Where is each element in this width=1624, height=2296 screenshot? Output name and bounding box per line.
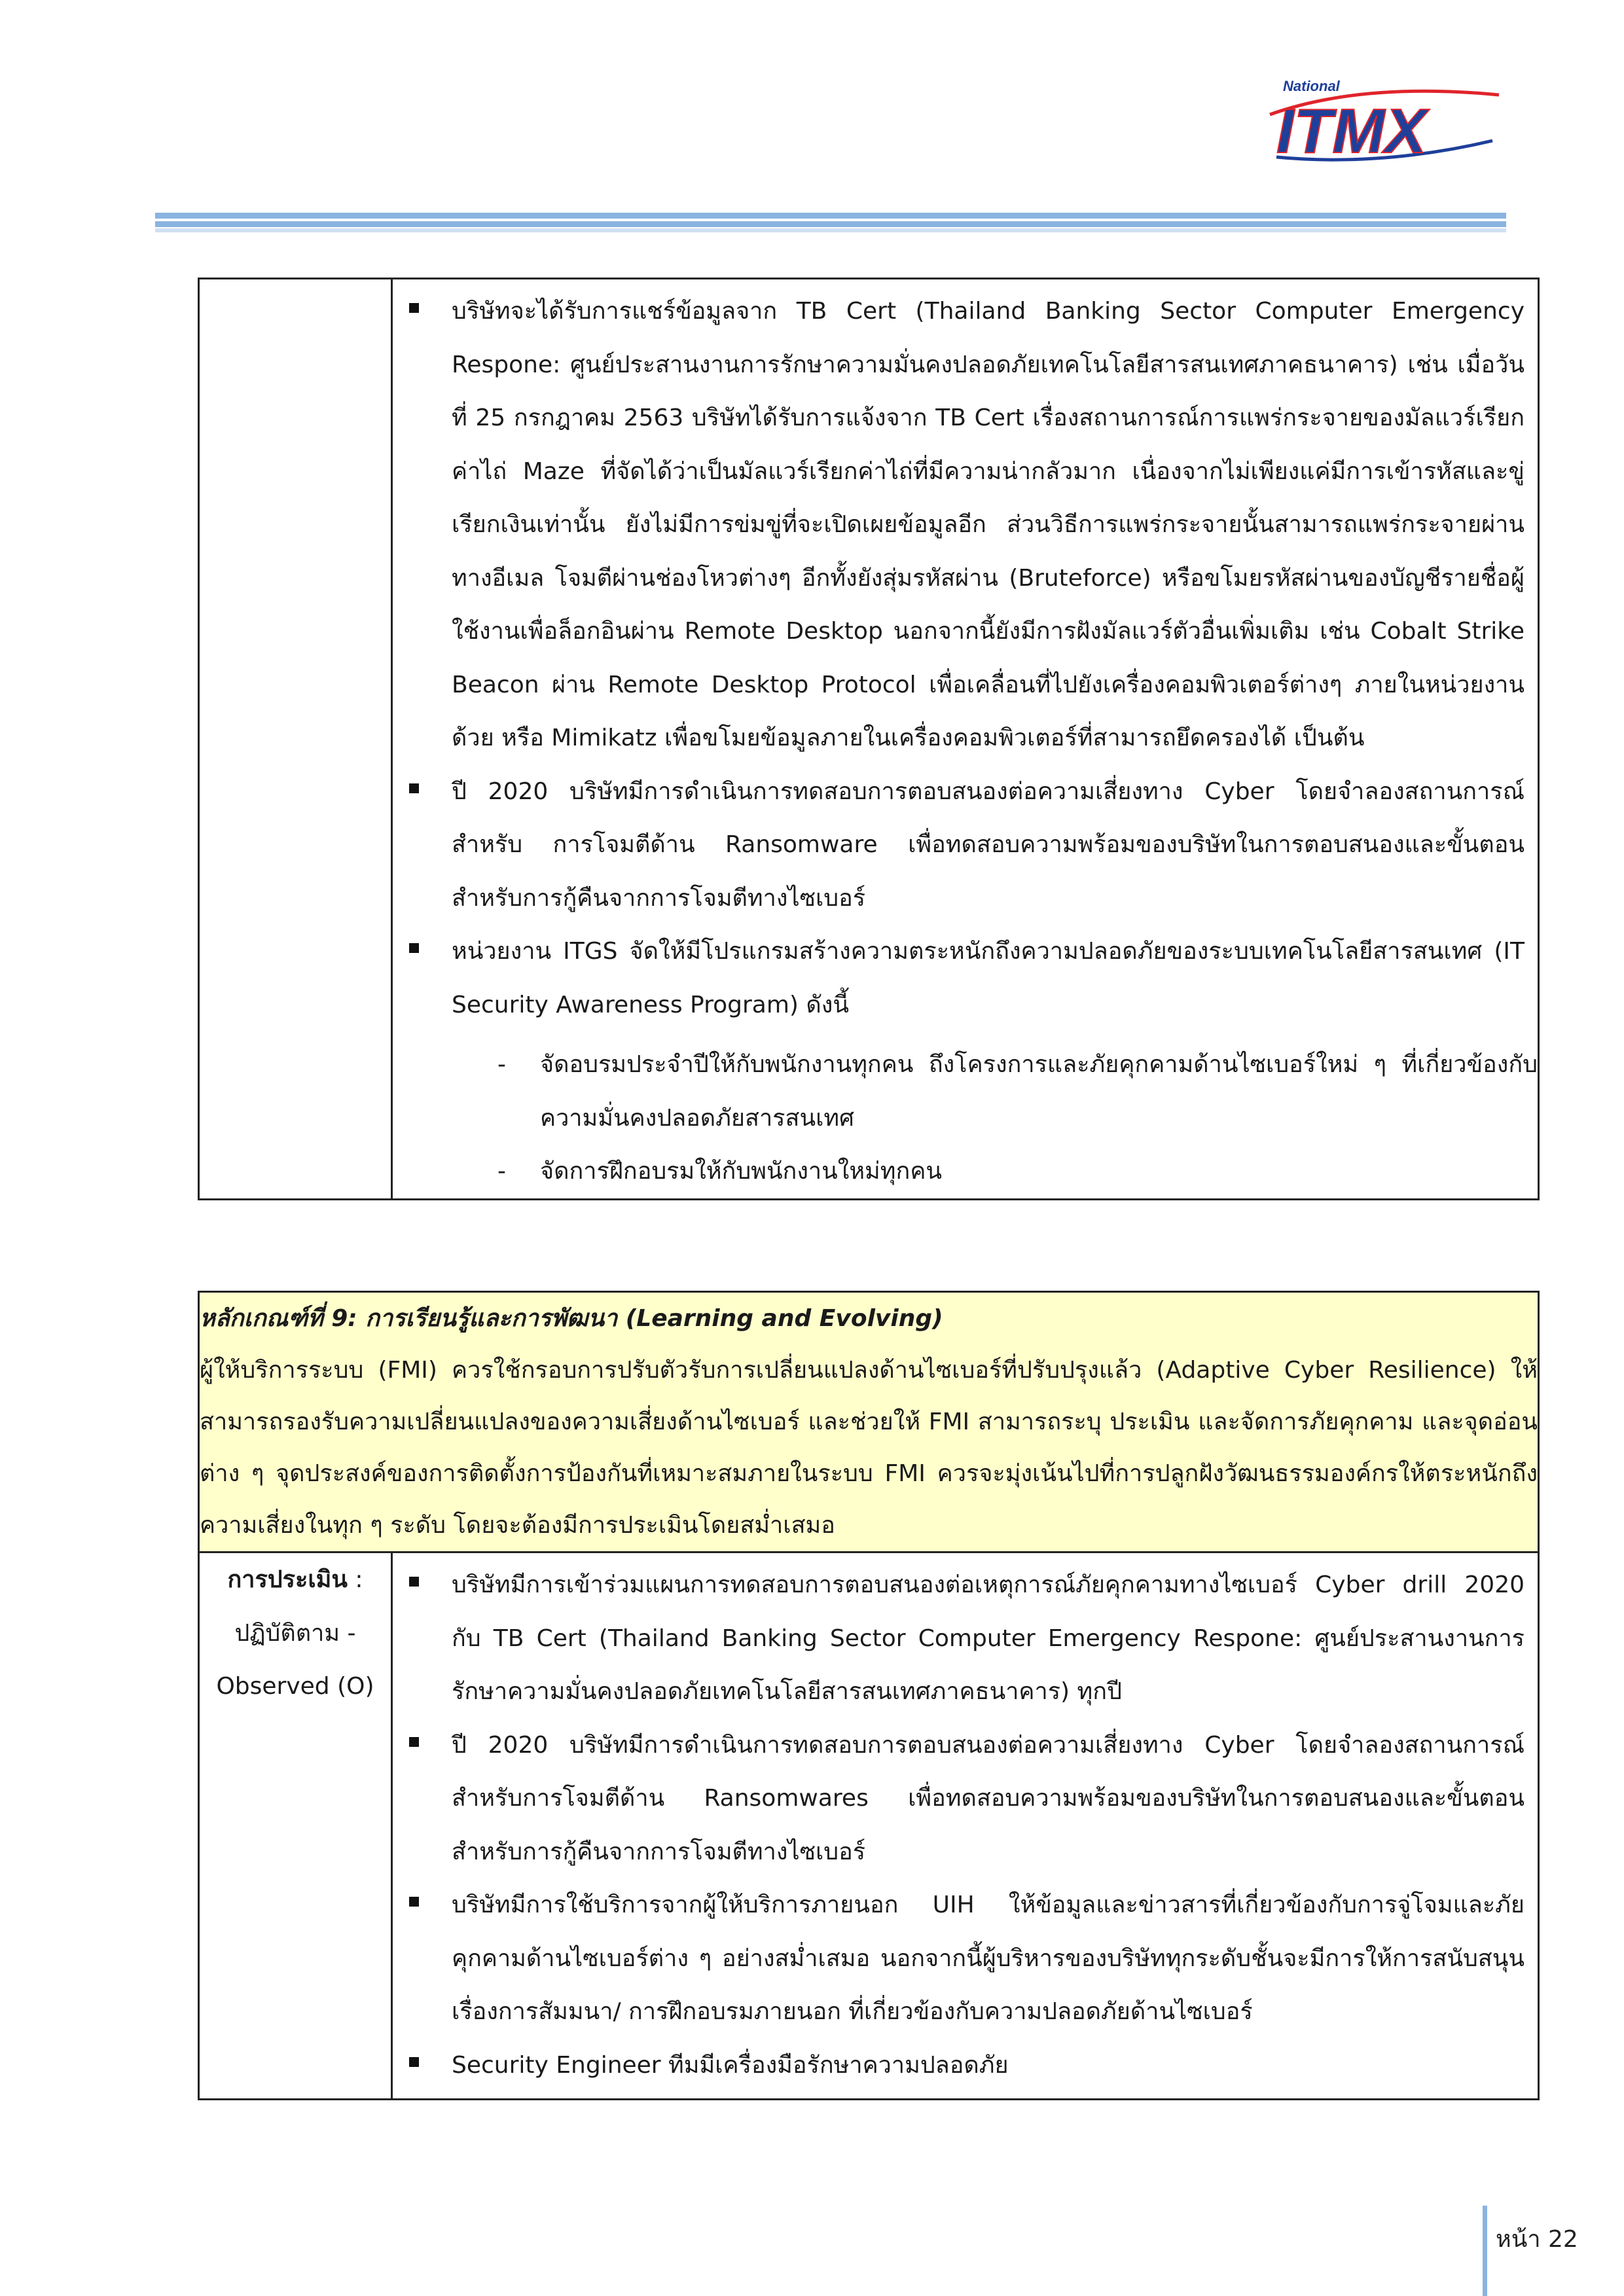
header-rule (155, 213, 1506, 232)
logo-itmx-text: ITMX (1276, 96, 1427, 166)
bullet-list (393, 1553, 1538, 2098)
criterion-table (198, 1291, 1540, 2100)
list-item: ปี 2020 บริษัทมีการดำเนินการทดสอบการตอบสนองต่อความเสี่ยงทาง Cyber โดยจำลองสถานการณ์สำหรับ การโจมตีด้าน Ransomware เพื่อทดสอบความพร้อมของบริษัทในการตอบสนองและขั้นตอนสำหรับการกู้คืนจากการโจมตีทางไซเบอร์ (393, 765, 1525, 925)
page-number: หน้า 22 (1496, 2226, 1578, 2253)
details-cell (392, 279, 1539, 1200)
assessment-cell (199, 1552, 392, 2100)
square-bullet-icon (409, 2057, 419, 2067)
evidence-cell (392, 1552, 1539, 2100)
assessment-value-line2: Observed (O) (216, 1673, 374, 1700)
square-bullet-icon (409, 1577, 419, 1587)
assessment-colon: : (347, 1566, 363, 1593)
criterion-text: ผู้ให้บริการระบบ (FMI) ควรใช้กรอบการปรับตัวรับการเปลี่ยนแปลงด้านไซเบอร์ที่ปรับปรุงแล้ว (Adaptive Cyber Resilience) ให้สามารถรองรับความเปลี่ยนแปลงของความเสี่ยงด้านไซเบอร์ และช่วยให้ FMI สามารถระบุ ประเมิน และจัดการภัยคุกคาม และจุดอ่อนต่าง ๆ จุดประสงค์ของการติดตั้งการป้องกันที่เหมาะสมภายในระบบ FMI ควรจะมุ่งเน้นไปที่การปลูกฝังวัฒนธรรมองค์กรให้ตระหนักถึงความเสี่ยงในทุก ๆ ระดับ โดยจะต้องมีการประเมินโดยสม่ำเสมอ (200, 1357, 1538, 1539)
assessment-label: การประเมิน (227, 1566, 348, 1593)
sub-list (393, 1038, 1538, 1198)
square-bullet-icon (409, 783, 419, 793)
continuation-table (198, 278, 1540, 1200)
criterion-title: หลักเกณฑ์ที่ 9: การเรียนรู้และการพัฒนา (Learning and Evolving) (200, 1305, 943, 1332)
assessment-value-line1: ปฏิบัติตาม - (234, 1619, 356, 1647)
square-bullet-icon (409, 943, 419, 953)
list-item: หน่วยงาน ITGS จัดให้มีโปรแกรมสร้างความตระหนักถึงความปลอดภัยของระบบเทคโนโลยีสารสนเทศ (IT Security Awareness Program) ดังนี้ (393, 925, 1525, 1031)
sub-list-item: - จัดอบรมประจำปีให้กับพนักงานทุกคน ถึงโครงการและภัยคุกคามด้านไซเบอร์ใหม่ ๆ ที่เกี่ยวข้องกับความมั่นคงปลอดภัยสารสนเทศ (494, 1038, 1538, 1145)
dash-bullet-icon: - (497, 1158, 506, 1185)
bullet-list (393, 279, 1538, 1038)
list-item: บริษัทมีการเข้าร่วมแผนการทดสอบการตอบสนองต่อเหตุการณ์ภัยคุกคามทางไซเบอร์ Cyber drill 2020 กับ TB Cert (Thailand Banking Sector Computer Emergency Respone: ศูนย์ประสานงานการรักษาความมั่นคงปลอดภัยเทคโนโลยีสารสนเทศภาคธนาคาร) ทุกปี (393, 1558, 1525, 1719)
square-bullet-icon (409, 303, 419, 313)
list-item: บริษัทจะได้รับการแชร์ข้อมูลจาก TB Cert (Thailand Banking Sector Computer Emergency Respone: ศูนย์ประสานงานการรักษาความมั่นคงปลอดภัยเทคโนโลยีสารสนเทศภาคธนาคาร) เช่น เมื่อวันที่ 25 กรกฎาคม 2563 บริษัทได้รับการแจ้งจาก TB Cert เรื่องสถานการณ์การแพร่กระจายของมัลแวร์เรียกค่าไถ่ Maze ที่จัดได้ว่าเป็นมัลแวร์เรียกค่าไถ่ที่มีความน่ากลัวมาก เนื่องจากไม่เพียงแค่มีการเข้ารหัสและขู่เรียกเงินเท่านั้น ยังไม่มีการข่มขู่ที่จะเปิดเผยข้อมูลอีก ส่วนวิธีการแพร่กระจายนั้นสามารถแพร่กระจายผ่านทางอีเมล โจมตีผ่านช่องโหวต่างๆ อีกทั้งยังสุ่มรหัสผ่าน (Bruteforce) หรือขโมยรหัสผ่านของบัญชีรายชื่อผู้ใช้งานเพื่อล็อกอินผ่าน Remote Desktop นอกจากนี้ยังมีการฝังมัลแวร์ตัวอื่นเพิ่มเติม เช่น Cobalt Strike Beacon ผ่าน Remote Desktop Protocol เพื่อเคลื่อนที่ไปยังเครื่องคอมพิวเตอร์ต่างๆ ภายในหน่วยงานด้วย หรือ Mimikatz เพื่อขโมยข้อมูลภายในเครื่องคอมพิวเตอร์ที่สามารถยึดครองได้ เป็นต้น (393, 285, 1525, 765)
left-empty-cell (199, 279, 392, 1200)
logo-national-text: National (1283, 78, 1340, 94)
sub-list-item: - จัดการฝึกอบรมให้กับพนักงานใหม่ทุกคน (494, 1145, 1538, 1198)
criterion-header-cell (199, 1292, 1539, 1552)
square-bullet-icon (409, 1737, 419, 1747)
itmx-logo (1263, 69, 1512, 167)
dash-bullet-icon: - (497, 1051, 506, 1078)
list-item: Security Engineer ทีมมีเครื่องมือรักษาความปลอดภัย (393, 2039, 1525, 2092)
list-item: บริษัทมีการใช้บริการจากผู้ให้บริการภายนอก UIH ให้ข้อมูลและข่าวสารที่เกี่ยวข้องกับการจู่โจมและภัยคุกคามด้านไซเบอร์ต่าง ๆ อย่างสม่ำเสมอ นอกจากนี้ผู้บริหารของบริษัททุกระดับชั้นจะมีการให้การสนับสนุนเรื่องการสัมมนา/ การฝึกอบรมภายนอก ที่เกี่ยวข้องกับความปลอดภัยด้านไซเบอร์ (393, 1878, 1525, 2039)
footer-bar (1483, 2206, 1487, 2296)
list-item: ปี 2020 บริษัทมีการดำเนินการทดสอบการตอบสนองต่อความเสี่ยงทาง Cyber โดยจำลองสถานการณ์สำหรับการโจมตีด้าน Ransomwares เพื่อทดสอบความพร้อมของบริษัทในการตอบสนองและขั้นตอนสำหรับการกู้คืนจากการโจมตีทางไซเบอร์ (393, 1719, 1525, 1879)
square-bullet-icon (409, 1897, 419, 1907)
